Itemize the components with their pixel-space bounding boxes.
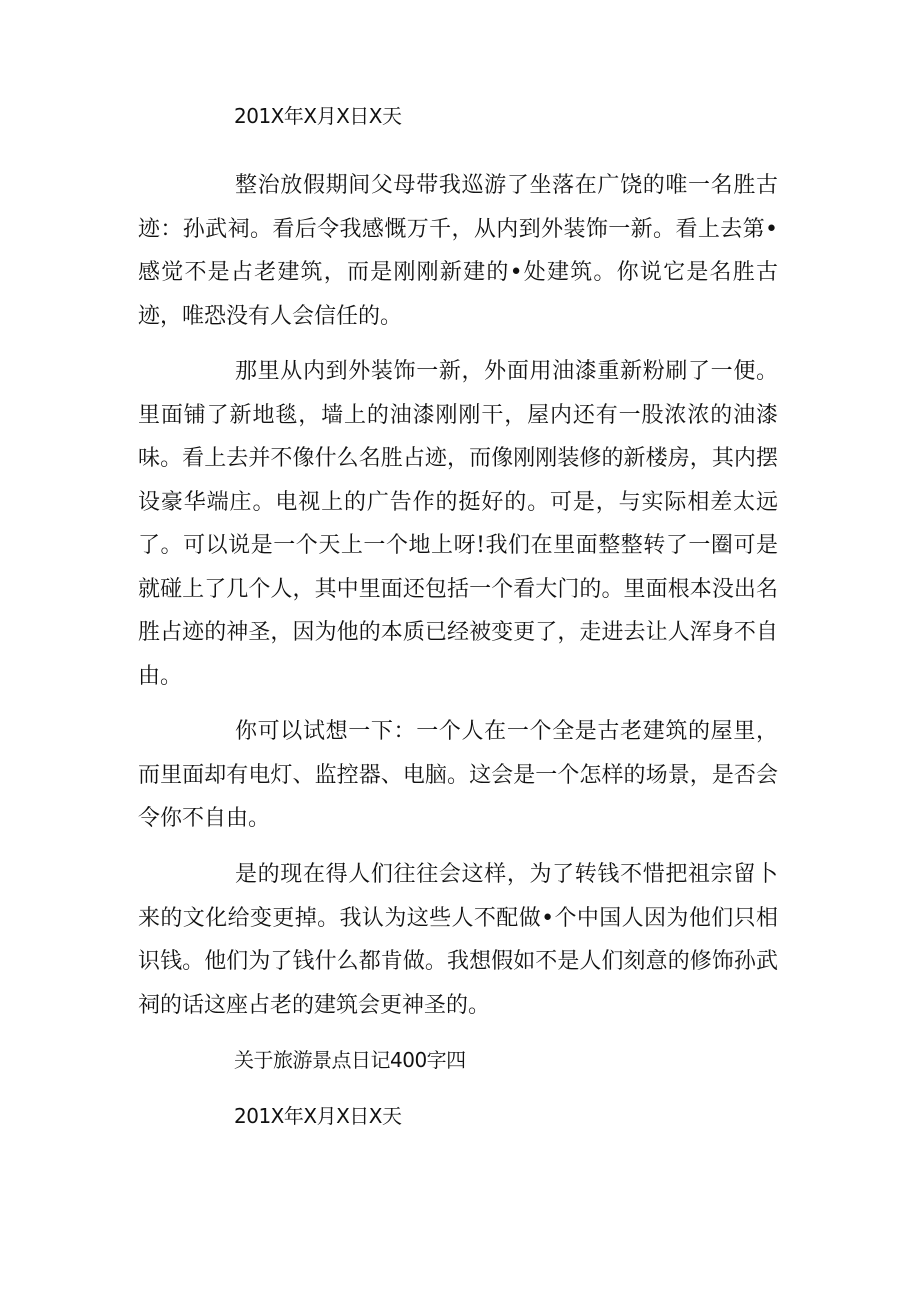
paragraph-2: 那里从内到外装饰一新，外面用油漆重新粉刷了一便。里面铺了新地毯，墙上的油漆刚刚干，屋内还有一股浓浓的油漆味。看上去并不像什么名胜占迹，而像刚刚装修的新楼房，其内摆设豪华端庄。电视上的广告作的挺好的。可是，与实际相差太远了。可以说是一个天上一个地上呀!我们在里面整整转了一圈可是就碰上了几个人，其中里面还包括一个看大门的。里面根本没出名胜占迹的神圣，因为他的本质已经被变更了，走进去让人浑身不自由。	[138, 359, 778, 689]
paragraph-1: 整治放假期间父母带我巡游了坐落在广饶的唯一名胜古迹：孙武祠。看后令我感慨万千，从内到外装饰一新。看上去第•感觉不是占老建筑，而是刚刚新建的•处建筑。你说它是名胜古迹，唯恐没有人会信任的。	[138, 173, 778, 329]
section-subheading: 关于旅游景点日记400字四	[234, 1048, 466, 1072]
diary-date-bottom: 201X年X月X日X天	[234, 1104, 402, 1128]
paragraph-3: 你可以试想一下：一个人在一个全是古老建筑的屋里，而里面却有电灯、监控器、电脑。这会是一个怎样的场景，是否会令你不自由。	[138, 719, 778, 831]
diary-date-top: 201X年X月X日X天	[234, 104, 402, 128]
paragraph-4: 是的现在得人们往往会这样，为了转钱不惜把祖宗留卜来的文化给变更掉。我认为这些人不配做•个中国人因为他们只相识钱。他们为了钱什么都肯做。我想假如不是人们刻意的修饰孙武祠的话这座占老的建筑会更神圣的。	[138, 862, 778, 1018]
